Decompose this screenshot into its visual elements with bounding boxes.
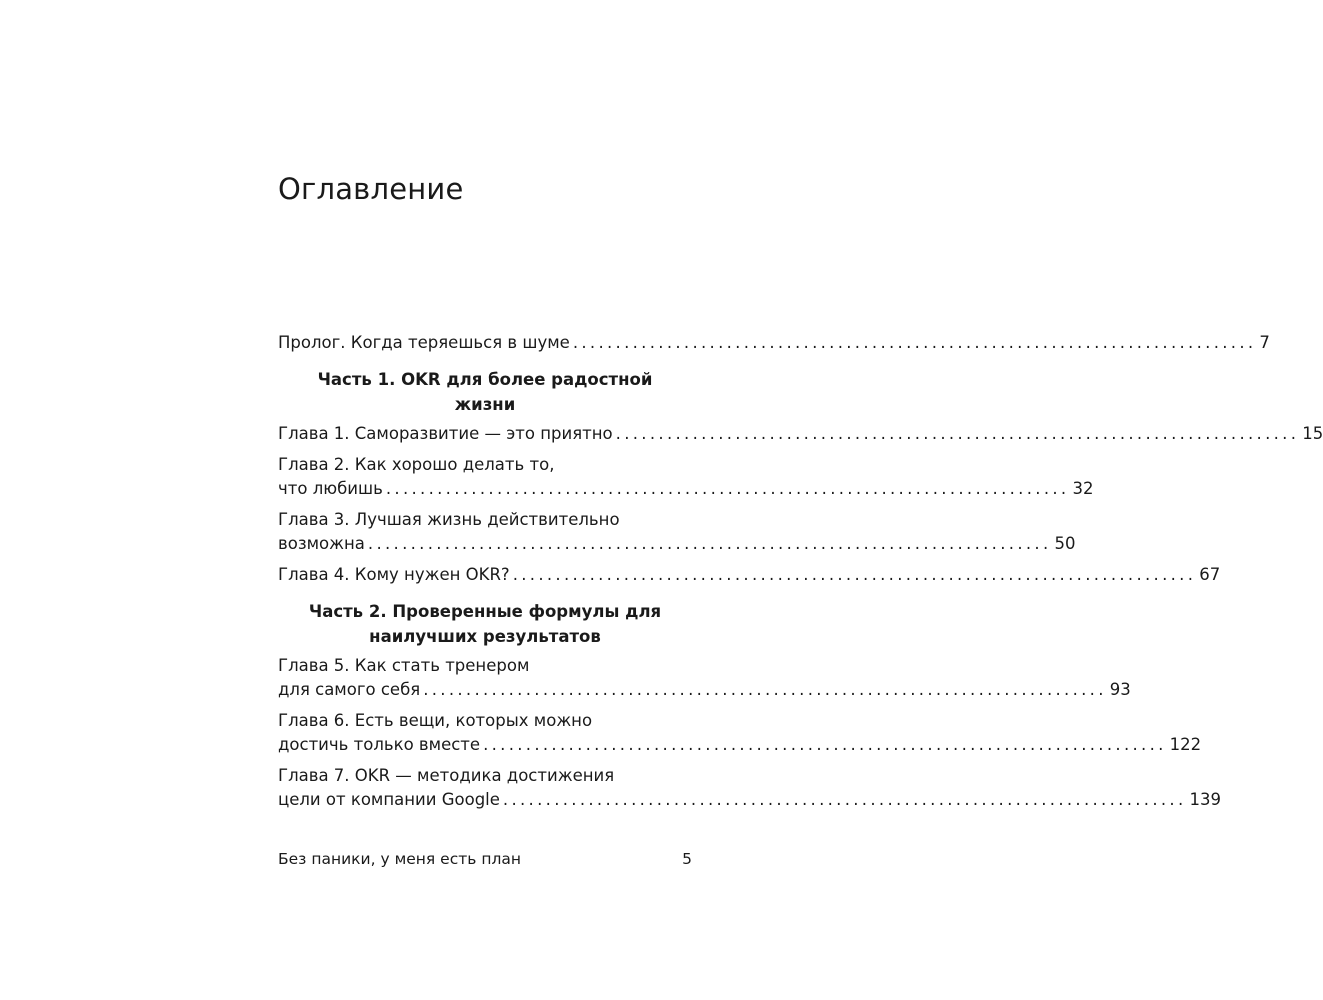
part-heading-line: Часть 1. OKR для более радостной bbox=[317, 370, 653, 389]
toc-page-number: 67 bbox=[1199, 565, 1221, 584]
page-footer bbox=[278, 848, 692, 870]
dot-leader: ................................................................................ bbox=[512, 565, 1197, 584]
toc-page-number: 139 bbox=[1189, 790, 1222, 809]
toc-entry-title: Глава 3. Лучшая жизнь действительно bbox=[278, 510, 620, 529]
toc-page-number: 15 bbox=[1302, 424, 1323, 443]
toc-part-1-heading bbox=[278, 367, 692, 417]
toc-page-number: 122 bbox=[1169, 735, 1202, 754]
toc-entry-title-continued: цели от компании Google bbox=[278, 790, 500, 809]
dot-leader: ................................................................................ bbox=[572, 333, 1257, 352]
table-of-contents bbox=[278, 331, 1323, 819]
toc-entry-title: Глава 5. Как стать тренером bbox=[278, 656, 530, 675]
part-heading-line: Часть 2. Проверенные формулы для bbox=[308, 602, 662, 621]
toc-part-2-heading bbox=[278, 599, 692, 649]
dot-leader: ................................................................................ bbox=[502, 790, 1187, 809]
part-heading-line: жизни bbox=[454, 395, 516, 414]
page-number: 5 bbox=[682, 850, 692, 868]
toc-page-number: 93 bbox=[1109, 680, 1131, 699]
dot-leader: ................................................................................ bbox=[483, 735, 1167, 754]
toc-page-number: 50 bbox=[1054, 534, 1076, 553]
toc-entry-title-continued: возможна bbox=[278, 534, 365, 553]
toc-entry-title: Глава 7. OKR — методика достижения bbox=[278, 766, 615, 785]
toc-entry-chapter-7 bbox=[278, 764, 1222, 812]
toc-entry-title: Глава 2. Как хорошо делать то, bbox=[278, 455, 555, 474]
toc-entry-title-continued: достичь только вместе bbox=[278, 735, 481, 754]
toc-entry-chapter-1 bbox=[278, 422, 1323, 446]
toc-page-number: 7 bbox=[1259, 333, 1270, 352]
toc-entry-title: Пролог. Когда теряешься в шуме bbox=[278, 333, 570, 352]
toc-entry-title-continued: для самого себя bbox=[278, 680, 421, 699]
toc-entry-prologue bbox=[278, 331, 1270, 355]
dot-leader: ................................................................................ bbox=[385, 479, 1070, 498]
dot-leader: ................................................................................ bbox=[615, 424, 1300, 443]
toc-page-number: 32 bbox=[1072, 479, 1094, 498]
toc-entry-title: Глава 1. Саморазвитие — это приятно bbox=[278, 424, 613, 443]
toc-entry-chapter-3 bbox=[278, 508, 1076, 556]
running-footer-title: Без паники, у меня есть план bbox=[278, 850, 522, 868]
part-heading-line: наилучших результатов bbox=[369, 627, 601, 646]
toc-entry-chapter-6 bbox=[278, 709, 1202, 757]
toc-entry-title-continued: что любишь bbox=[278, 479, 383, 498]
page-title: Оглавление bbox=[278, 172, 464, 206]
dot-leader: ................................................................................ bbox=[367, 534, 1052, 553]
toc-entry-chapter-4 bbox=[278, 563, 1221, 587]
toc-entry-title: Глава 6. Есть вещи, которых можно bbox=[278, 711, 593, 730]
toc-entry-chapter-2 bbox=[278, 453, 1094, 501]
toc-entry-chapter-5 bbox=[278, 654, 1131, 702]
dot-leader: ................................................................................ bbox=[423, 680, 1107, 699]
toc-entry-title: Глава 4. Кому нужен OKR? bbox=[278, 565, 510, 584]
